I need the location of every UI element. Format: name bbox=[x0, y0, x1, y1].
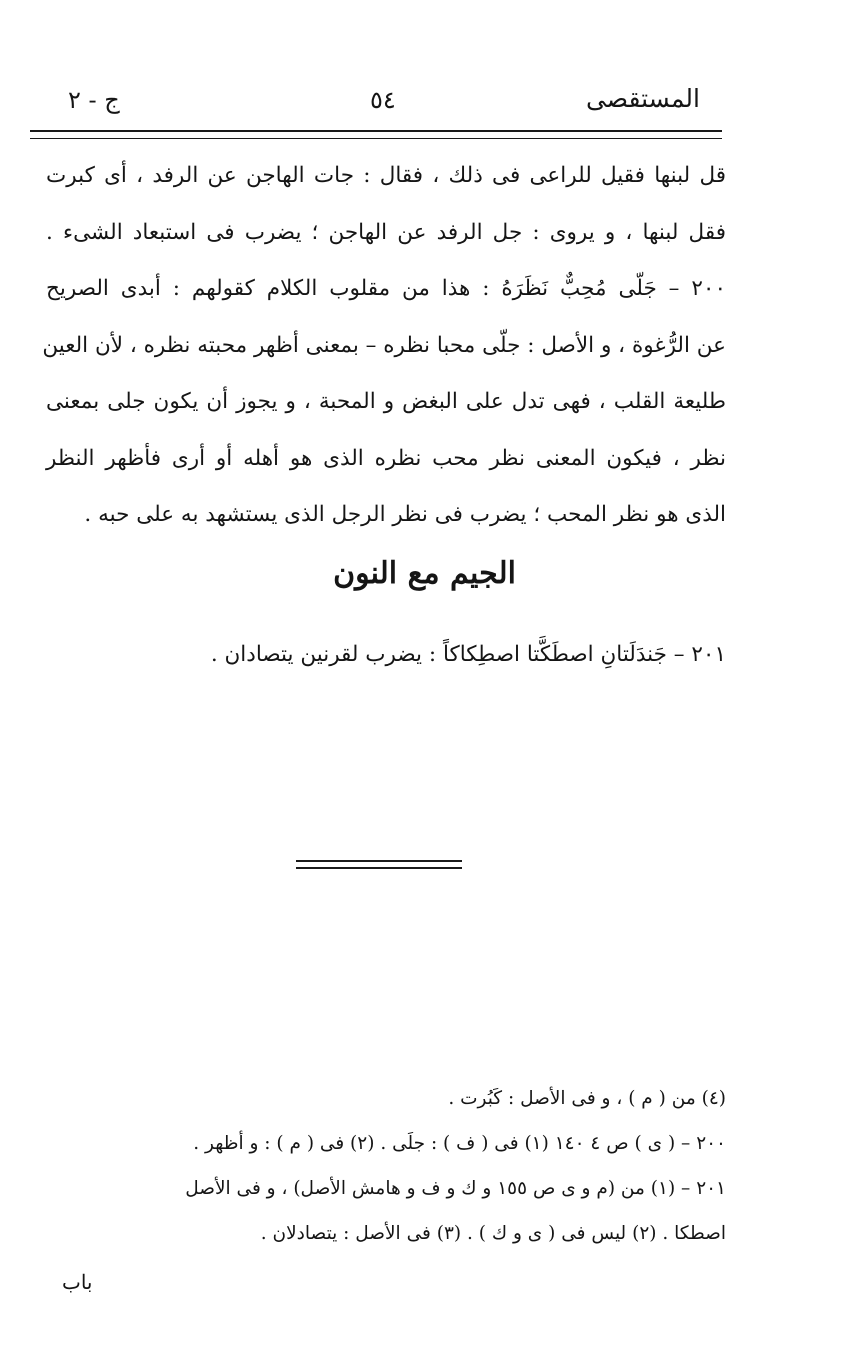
proverb-entry: ٢٠١ – جَندَلَتانِ اصطَكَّتا اصطِكاكاً : يضرب لقرنين يتصادان . bbox=[210, 642, 726, 667]
footnote-line: ٢٠١ – (١) من (م و ى ص ١٥٥ و ك و ف و هامش الأصل) ، و فى الأصل bbox=[185, 1178, 726, 1199]
catchword: باب bbox=[62, 1270, 93, 1294]
text-line: طليعة القلب ، فهى تدل على البغض و المحبة ، و يجوز أن يكون جلى بمعنى bbox=[46, 389, 726, 414]
footnotes bbox=[46, 1076, 726, 1256]
book-title: المستقصى bbox=[585, 84, 700, 113]
text-line: فقل لبنها ، و يروى : جل الرفد عن الهاجن ؛ يضرب فى استبعاد الشىء . bbox=[46, 219, 726, 245]
text-line: الذى هو نظر المحب ؛ يضرب فى نظر الرجل الذى يستشهد به على حبه . bbox=[84, 502, 726, 527]
section-divider bbox=[296, 860, 462, 869]
volume-reference: ج - ٢ bbox=[68, 86, 120, 114]
page-number: ٥٤ bbox=[370, 86, 396, 114]
footnote-line: (٤) من ( م ) ، و فى الأصل : كَبُرت . bbox=[448, 1088, 726, 1109]
text-line: نظر ، فيكون المعنى نظر محب نظره الذى هو أهله أو أرى فأظهر النظر bbox=[46, 445, 726, 471]
footnote-line: اصطكا . (٢) ليس فى ( ى و ك ) . (٣) فى الأصل : يتصادلان . bbox=[260, 1223, 726, 1244]
main-text bbox=[42, 148, 726, 544]
footnote-line: ٢٠٠ – ( ى ) ص ٤ ١٤٠ (١) فى ( ف ) : جلَى . (٢) فى ( م ) : و أظهر . bbox=[193, 1133, 726, 1154]
header-rule bbox=[30, 130, 722, 139]
text-line: ٢٠٠ – جَلّى مُحِبٌّ نَظَرَهُ : هذا من مقلوب الكلام كقولهم : أبدى الصريح bbox=[46, 276, 726, 301]
running-header bbox=[30, 82, 720, 126]
section-heading: الجيم مع النون bbox=[333, 556, 516, 591]
text-line: عن الرُّغوة ، و الأصل : جلّى محبا نظره – بمعنى أظهر محبته نظره ، لأن العين bbox=[42, 332, 726, 358]
text-line: قل لبنها فقيل للراعى فى ذلك ، فقال : جات الهاجن عن الرفد ، أى كبرت bbox=[46, 163, 726, 188]
